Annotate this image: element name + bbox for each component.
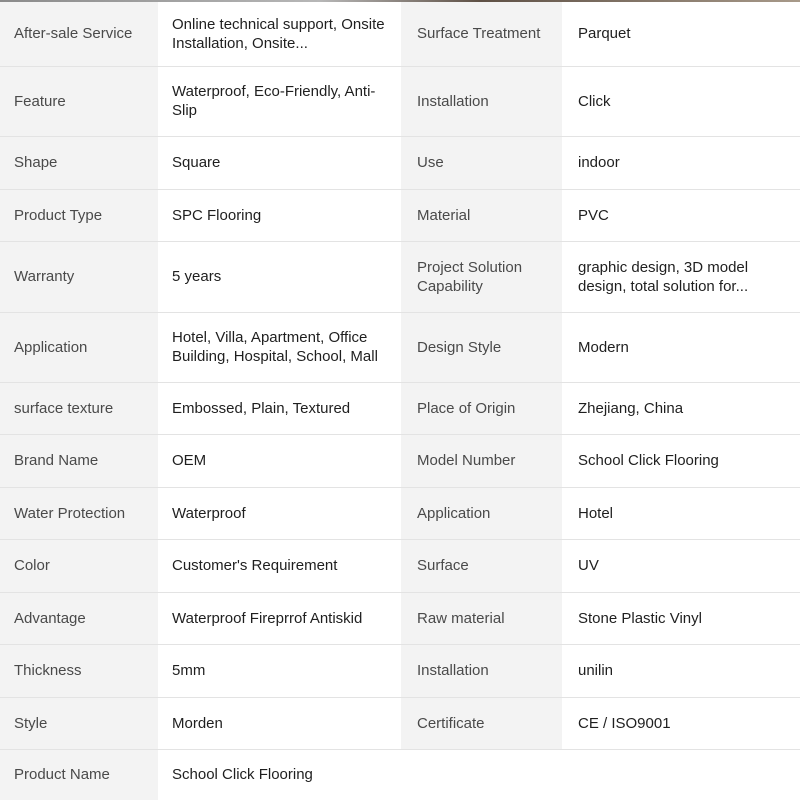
table-row: [0, 312, 800, 382]
attribute-value: Morden: [158, 697, 401, 749]
product-attributes-table: [0, 2, 800, 800]
attribute-value: Parquet: [562, 2, 800, 66]
attribute-value: UV: [562, 539, 800, 592]
attribute-label: Thickness: [0, 644, 158, 697]
attribute-value: [562, 241, 800, 312]
table-row: [0, 592, 800, 644]
attribute-label: surface texture: [0, 382, 158, 434]
attribute-value: Stone Plastic Vinyl: [562, 592, 800, 644]
attribute-label: Water Protection: [0, 487, 158, 539]
attribute-label: Surface: [401, 539, 562, 592]
attribute-label: Certificate: [401, 697, 562, 749]
attribute-value: Waterproof Fireprrof Antiskid: [158, 592, 401, 644]
attribute-label: Installation: [401, 66, 562, 136]
attribute-value: Embossed, Plain, Textured: [158, 382, 401, 434]
attribute-label: Warranty: [0, 241, 158, 312]
attribute-value: [158, 312, 401, 382]
attribute-value: Click: [562, 66, 800, 136]
attribute-label: Brand Name: [0, 434, 158, 487]
attribute-label: Feature: [0, 66, 158, 136]
attribute-value: [158, 66, 401, 136]
attribute-label: Surface Treatment: [401, 2, 562, 66]
attribute-label-text: Project Solution Capability: [417, 258, 523, 295]
attribute-value: School Click Flooring: [562, 434, 800, 487]
attribute-value: Customer's Requirement: [158, 539, 401, 592]
attribute-label: After-sale Service: [0, 2, 158, 66]
attribute-value: SPC Flooring: [158, 189, 401, 241]
attribute-value: 5 years: [158, 241, 401, 312]
attribute-value: indoor: [562, 136, 800, 189]
table-row: [0, 644, 800, 697]
attribute-label: Material: [401, 189, 562, 241]
table-row: [0, 66, 800, 136]
attribute-value-text: Online technical support, Onsite Installation, Onsite...: [172, 15, 385, 52]
attribute-label: Use: [401, 136, 562, 189]
attribute-label: Installation: [401, 644, 562, 697]
attribute-value: OEM: [158, 434, 401, 487]
attribute-label: Application: [0, 312, 158, 382]
attribute-label: Shape: [0, 136, 158, 189]
attribute-label: Design Style: [401, 312, 562, 382]
attribute-value: Square: [158, 136, 401, 189]
attribute-label: Style: [0, 697, 158, 749]
attribute-label: [401, 241, 562, 312]
attribute-label: Place of Origin: [401, 382, 562, 434]
attribute-value: 5mm: [158, 644, 401, 697]
attribute-value: PVC: [562, 189, 800, 241]
attribute-value: Hotel: [562, 487, 800, 539]
table-row: [0, 749, 800, 800]
table-row: [0, 382, 800, 434]
attribute-value: unilin: [562, 644, 800, 697]
table-row: [0, 697, 800, 749]
empty-cell: [401, 749, 562, 800]
attribute-label: Color: [0, 539, 158, 592]
attribute-label: Product Name: [0, 749, 158, 800]
attribute-label: Application: [401, 487, 562, 539]
attribute-value: Waterproof: [158, 487, 401, 539]
table-row: [0, 189, 800, 241]
attribute-label: Advantage: [0, 592, 158, 644]
attribute-label: Model Number: [401, 434, 562, 487]
table-row: [0, 2, 800, 66]
attribute-value: Zhejiang, China: [562, 382, 800, 434]
attribute-value-text: graphic design, 3D model design, total solution for...: [578, 258, 749, 295]
attribute-label: Product Type: [0, 189, 158, 241]
attribute-value: Modern: [562, 312, 800, 382]
table-row: [0, 539, 800, 592]
table-row: [0, 434, 800, 487]
attribute-value-text: Waterproof, Eco-Friendly, Anti-Slip: [172, 83, 376, 119]
attribute-value: School Click Flooring: [158, 749, 401, 800]
attribute-label: Raw material: [401, 592, 562, 644]
attribute-value: CE / ISO9001: [562, 697, 800, 749]
empty-cell: [562, 749, 800, 800]
table-row: [0, 136, 800, 189]
attribute-value: [158, 2, 401, 66]
attribute-value-text: Hotel, Villa, Apartment, Office Building, Hospital, School, Mall: [172, 329, 378, 365]
table-row: [0, 487, 800, 539]
table-row: [0, 241, 800, 312]
